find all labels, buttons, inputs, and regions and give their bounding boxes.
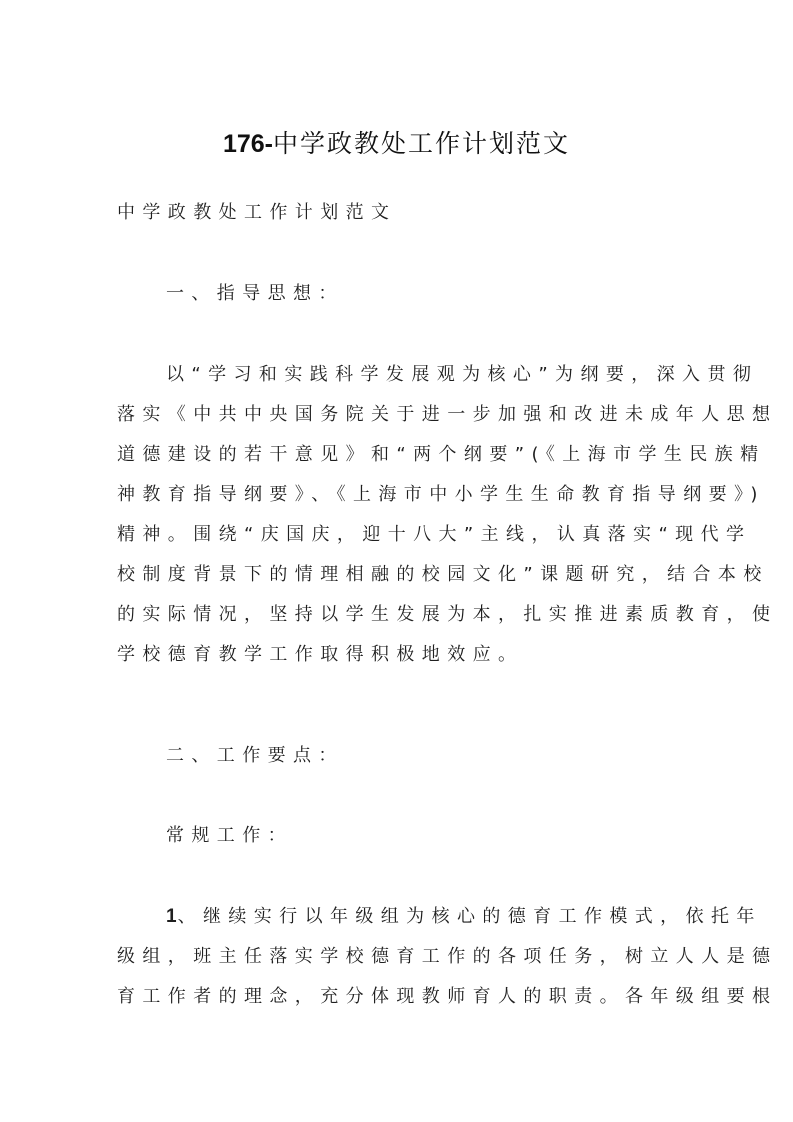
paragraph-line: 以“学习和实践科学发展观为核心”为纲要，深入贯彻 bbox=[166, 364, 759, 385]
subtitle: 中学政教处工作计划范文 bbox=[117, 202, 397, 223]
list-item-number: 1 bbox=[166, 906, 178, 927]
subsection-heading-routine-work: 常规工作： bbox=[166, 825, 293, 846]
list-item-line: 级组，班主任落实学校德育工作的各项任务，树立人人是德 bbox=[117, 946, 778, 967]
paragraph-line: 落实《中共中央国务院关于进一步加强和改进未成年人思想 bbox=[117, 404, 778, 425]
document-title bbox=[0, 126, 793, 162]
list-item-text: 、继续实行以年级组为核心的德育工作模式，依托年 bbox=[177, 906, 762, 927]
section-heading-work-points: 二、工作要点： bbox=[166, 745, 344, 766]
paragraph-line: 校制度背景下的情理相融的校园文化”课题研究，结合本校 bbox=[117, 564, 769, 585]
paragraph-line: 道德建设的若干意见》和“两个纲要”(《上海市学生民族精 bbox=[117, 444, 766, 465]
paragraph-line: 精神。围绕“庆国庆，迎十八大”主线，认真落实“现代学 bbox=[117, 524, 752, 545]
paragraph-line: 神教育指导纲要》、《上海市中小学生生命教育指导纲要》) bbox=[117, 484, 765, 505]
paragraph-line: 的实际情况，坚持以学生发展为本，扎实推进素质教育，使 bbox=[117, 604, 778, 625]
title-text: 中学政教处工作计划范文 bbox=[273, 129, 571, 158]
section-heading-guiding-ideology: 一、指导思想： bbox=[166, 283, 344, 304]
title-number: 176- bbox=[222, 130, 274, 158]
paragraph-line: 学校德育教学工作取得积极地效应。 bbox=[117, 644, 524, 665]
list-item-line bbox=[166, 905, 762, 929]
list-item-line: 育工作者的理念，充分体现教师育人的职责。各年级组要根 bbox=[117, 986, 778, 1007]
